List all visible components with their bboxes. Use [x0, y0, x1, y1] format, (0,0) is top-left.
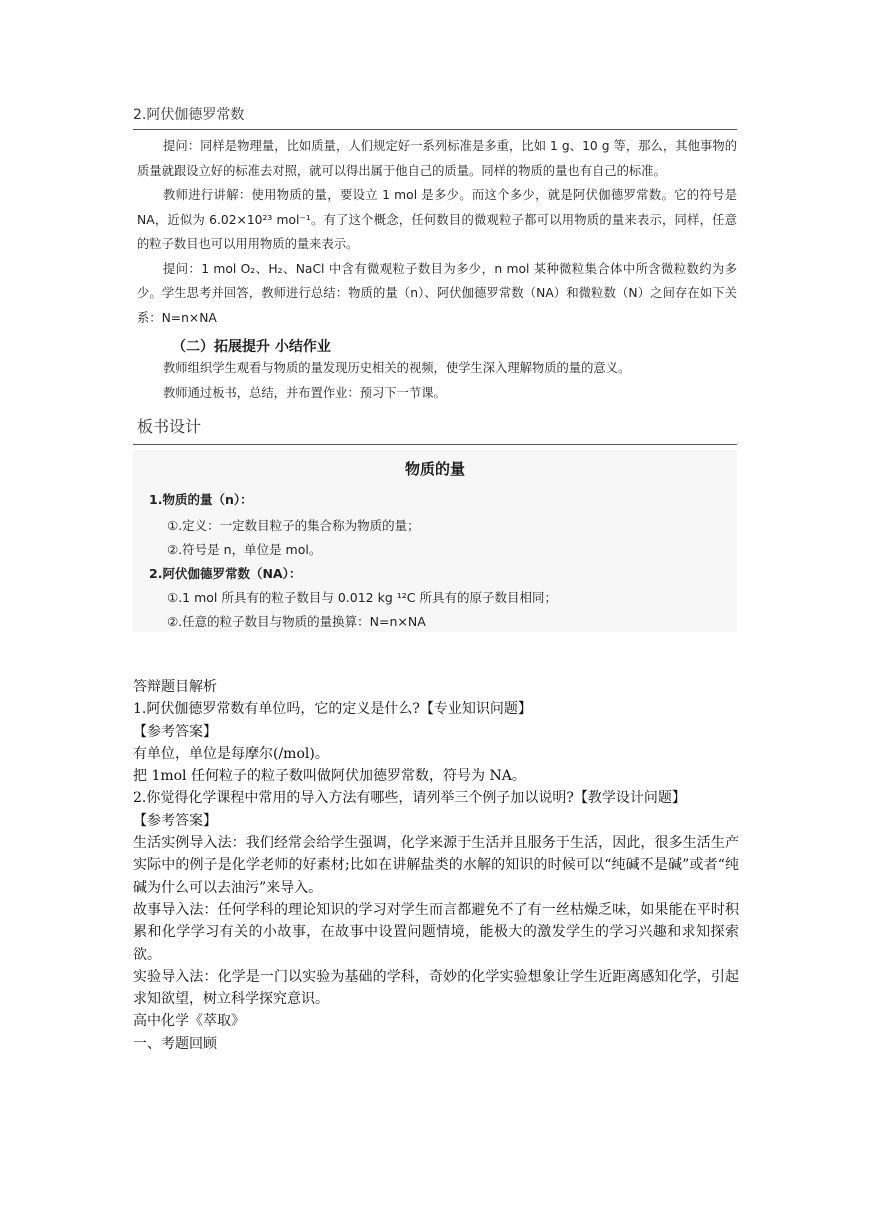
answer-section — [133, 676, 739, 1055]
lesson-paragraphs-2 — [137, 356, 737, 405]
board-design-heading: 板书设计 — [137, 417, 202, 436]
board-line: ①.定义：一定数目粒子的集合称为物质的量； — [167, 518, 420, 533]
paragraph: 教师通过板书，总结，并布置作业：预习下一节课。 — [163, 385, 446, 400]
reference-label: 【参考答案】 — [133, 812, 217, 829]
paragraph: 提问：同样是物理量，比如质量，人们规定好一系列标准是多重，比如 1 g、10 g 等，那么，其他事物的质量就跟设立好的标准去对照，就可以得出属于他自己的质量。同样的物质的量也有自己的标准。 — [137, 139, 737, 178]
question-1: 1.阿伏伽德罗常数有单位吗，它的定义是什么?【专业知识问题】 — [133, 701, 532, 718]
paragraph: 教师进行讲解：使用物质的量，要设立 1 mol 是多少。而这个多少，就是阿伏伽德罗常数。它的符号是 NA，近似为 6.02×10²³ mol⁻¹。有了这个概念，任何数目的微观粒子都可以用物质的量来表示，同样，任意的粒子数目也可以用用物质的量来表示。 — [137, 188, 737, 251]
board-title: 物质的量 — [404, 460, 465, 478]
next-topic-subheading: 一、考题回顾 — [133, 1035, 217, 1052]
board-divider — [133, 444, 737, 445]
answers-heading: 答辩题目解析 — [133, 679, 217, 695]
reference-label: 【参考答案】 — [133, 723, 217, 740]
board-line: 1.物质的量（n）： — [149, 492, 253, 507]
section-title: 2.阿伏伽德罗常数 — [133, 107, 245, 123]
next-topic-title: 高中化学《萃取》 — [133, 1013, 245, 1030]
answer-paragraph: 故事导入法：任何学科的理论知识的学习对学生而言都避免不了有一丝枯燥乏味，如果能在平时积累和化学学习有关的小故事，在故事中设置问题情境，能极大的激发学生的学习兴趣和求知探索欲。 — [133, 901, 739, 963]
answer-line: 有单位，单位是每摩尔(/mol)。 — [133, 745, 329, 762]
paragraph: 教师组织学生观看与物质的量发现历史相关的视频，使学生深入理解物质的量的意义。 — [163, 361, 631, 375]
section-divider — [133, 129, 737, 130]
answer-paragraph: 实验导入法：化学是一门以实验为基础的学科，奇妙的化学实验想象让学生近距离感知化学，引起求知欲望，树立科学探究意识。 — [133, 968, 739, 1008]
paragraph: 提问：1 mol O₂、H₂、NaCl 中含有微观粒子数目为多少，n mol 某种微粒集合体中所含微粒数约为多少。学生思考并回答，教师进行总结：物质的量（n）、阿伏伽德罗常数（NA）和微粒数（N）之间存在如下关系：N=n×NA — [137, 261, 737, 325]
board-line: 2.阿伏伽德罗常数（NA）： — [149, 566, 302, 581]
answer-paragraph: 生活实例导入法：我们经常会给学生强调，化学来源于生活并且服务于生活，因此，很多生活生产实际中的例子是化学老师的好素材;比如在讲解盐类的水解的知识的时候可以“纯碱不是碱”或者“纯碱为什么可以去油污”来导入。 — [133, 835, 739, 896]
answer-line: 把 1mol 任何粒子的粒子数叫做阿伏加德罗常数，符号为 NA。 — [133, 768, 526, 785]
lesson-paragraphs — [137, 134, 737, 330]
subsection-title: （二）拓展提升 小结作业 — [172, 339, 331, 355]
question-2: 2.你觉得化学课程中常用的导入方法有哪些，请列举三个例子加以说明?【教学设计问题】 — [133, 790, 686, 807]
board-line: ②.任意的粒子数目与物质的量换算：N=n×NA — [167, 614, 426, 629]
board-line: ②.符号是 n，单位是 mol。 — [167, 542, 322, 557]
board-edge — [667, 1052, 737, 1082]
board-line: ①.1 mol 所具有的粒子数目与 0.012 kg ¹²C 所具有的原子数目相同； — [167, 590, 557, 605]
blackboard-summary — [133, 450, 737, 632]
